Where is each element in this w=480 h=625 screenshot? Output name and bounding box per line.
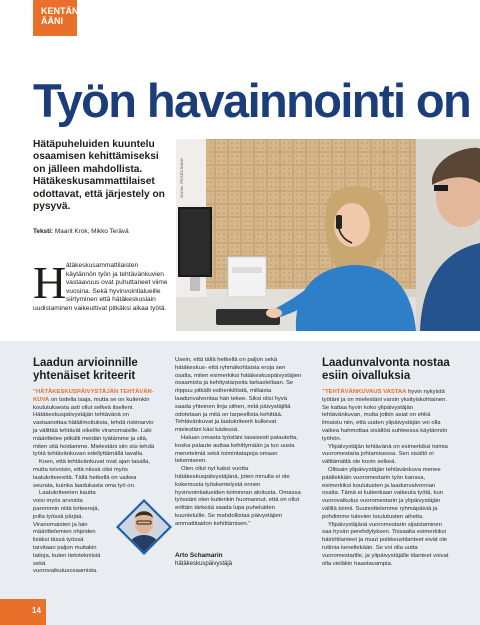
column-1-paragraph: Laatukriteerien kautta voisi myös arvioida paremmin niitä kriteerejä, joilla työssä pärjää. Viranomaisten ja lain määrittelemien ohjeiden lisäksi tässä työssä tarvitaan paljon muitakin taitoja, kuten tietotekniisiä sekä vuorovaikutusosaamista. — [33, 490, 101, 575]
byline-names: Maarit Krok, Mikko Terävä — [54, 228, 129, 235]
page-number: 14 — [0, 599, 46, 625]
column-3-heading: Laadunvalvonta nostaa esiin oivalluksia — [322, 357, 450, 382]
page-title: Työn havainnointi on — [33, 74, 471, 127]
byline — [33, 228, 129, 235]
intro-text: ätäkeskusammattilaisten käytännön työn ja tehtävänkuvien vastaavuus ovat puhuttaneet viime vuosina. Sekä hyvinvointialueille siirtyminen että hätäkeskuslain uudistaminen vaikeuttivat pitkäksi aikaa työtä. — [33, 262, 168, 312]
column-1-lead-text: on todella laaja, mutta se on kuitenkin koulutuksesta asti ollut selkeä itselleni. Hätäkeskuspäivystäjän tehtävänä on vastaanottaa hätäilmoituksia, tehdä riskinarvio ja välittää tehtävät oikeille viranomaisille. Laki määrittelee pitkälti meidän tyätämme ja sitä, miten sitä hoidamme. Mielestäni siin siis tehdä työtä tehtävänkuvan edellyttämällä tavalla. — [33, 396, 155, 458]
interviewee-avatar — [115, 498, 173, 556]
column-3-lead-text: hyvin nykyistä työtäni ja on mielestäni varsin yksityiskohtainen. Se kattaa hyvin koko ylipäivystäjän tehtävänkuvan, mutta jotkin asiat on ehkä ilmaistu niin, että uuden ylipäivystäjän voi olla vaikea hahmottaa sisältöä suhteessa käytännön työhön. — [322, 389, 448, 442]
drop-cap: H — [33, 257, 67, 308]
column-1-paragraph — [33, 389, 155, 459]
lead-paragraph: Hätäpuheluiden kuuntelu osaamisen kehittämiseksi on jälleen mahdollista. Hätäkeskusammattilaiset odottavat, että järjestely on pysyvä. — [33, 139, 165, 213]
column-3-paragraph: Ylipäivystäjän tehtävänä on esimerkiksi toimia vuoromestaria johtamisessa. Sen sisältö ei välttämättä ole kovin selkeä. — [322, 443, 448, 466]
column-2 — [175, 357, 303, 529]
column-2-paragraph: Olen ollut nyt kaksi vuotta hätäkeskuspäivystäjänä, joten minulla ei ole kokemusta työskentelystä ennen hyvinvointialueiden toiminnan aloitusta. Omassa työssäni olen kuitenkin huomannut, että on ollut erittäin tärkeää saada lupa puheluiden kuunteluille. Se mahdollistaa päivystäjien ammattitaidon kehittämisen.” — [175, 466, 301, 527]
call-center-photo — [176, 139, 480, 331]
column-3-lead-highlight: ”TEHTÄVÄNKUVAUS VASTAA — [322, 389, 407, 395]
signature-title: hätäkeskuspäivystäjä — [175, 561, 233, 567]
section-badge-line2: ÄÄNI — [41, 16, 63, 26]
column-1-heading: Laadun arvioinnille yhtenäiset kriteerit — [33, 357, 138, 382]
byline-label: Teksti: — [33, 228, 54, 235]
column-3 — [322, 357, 450, 568]
section-badge-line1: KENTÄN — [41, 6, 79, 16]
column-3-paragraph: Olitsain ylipäivystäjän tehtävänkuva menee päällekkäin vuoromestarin työn kanssa, esimerkiksi koulutusten ja laadunvalvonnan osalta. Tämä ei kuitenkaan vaikeuta työtä, kun vuorovalkutus vuoromestarin ja ylipäivystäjän välillä toimii. Suunnittelemme ryhmäpäiviä ja pohdimme tulevien koulutusten aiheita. — [322, 466, 444, 520]
intro-paragraph — [33, 257, 169, 314]
signature-name: Arto Schamarin — [175, 552, 223, 559]
column-3-paragraph — [322, 389, 450, 444]
photo-credit: KUVA: PEXELS/AIO — [179, 158, 184, 198]
column-2-paragraph: Haluan omasta työstäni tasaisesti palautetta, koska palaute auttaa kehittymään ja tuo uusia menetelmiä sekä toimintatapoja omaan tekemiseen. — [175, 434, 298, 465]
column-1-paragraph: Koen, että tehtävänkuvat ovat ajan tasalla, mutta toivoisin, että niissä olisi myös laatukriteereitä. Tällä hetkellä on vaikea seurata, kuinka laadukasta oma työ on. — [33, 459, 151, 489]
column-3-paragraph: Ylipäivystäjänä vuoromestarin sijaistaminen saa hyvän perehdytyksen. Toisaalta esimerkiksi häiriötilanteet ja muut poikkeustilanteet eivät ole rutiinia kenellekään. Se voi olla uutta vuoromestarille, ja ylipäivystäjälle tilanteet voivat olla vieläkin haastavampia. — [322, 521, 449, 567]
column-1-lead-highlight: ”HÄTÄKESKUSPÄIVYSTÄJÄN TEHTÄVÄN-KUVA — [33, 389, 154, 403]
section-badge — [33, 0, 77, 36]
column-2-paragraph: Usein, että tällä hetkellä on paljon sekä hätäkeskus- että ryhmäkohtaisia eroja sen osalta, miten esimerkiksi hätäkeskuspäivystäjien osaamista ja kehitystarpeita tarkastellaan. Se riippuu pitkälti esihenkilöstä, millaista laadunvalvontaa hän tekee. Siksi olisi hyvä saada yhteinen linja siihen, mitä päivystäjiltä odotetaan ja mitä on tarpeellista kehittää. Tehtävänkuvat ja laatukriteerit kulkevat mielestäni käsi kädessä. — [175, 357, 302, 434]
signature — [175, 552, 232, 568]
